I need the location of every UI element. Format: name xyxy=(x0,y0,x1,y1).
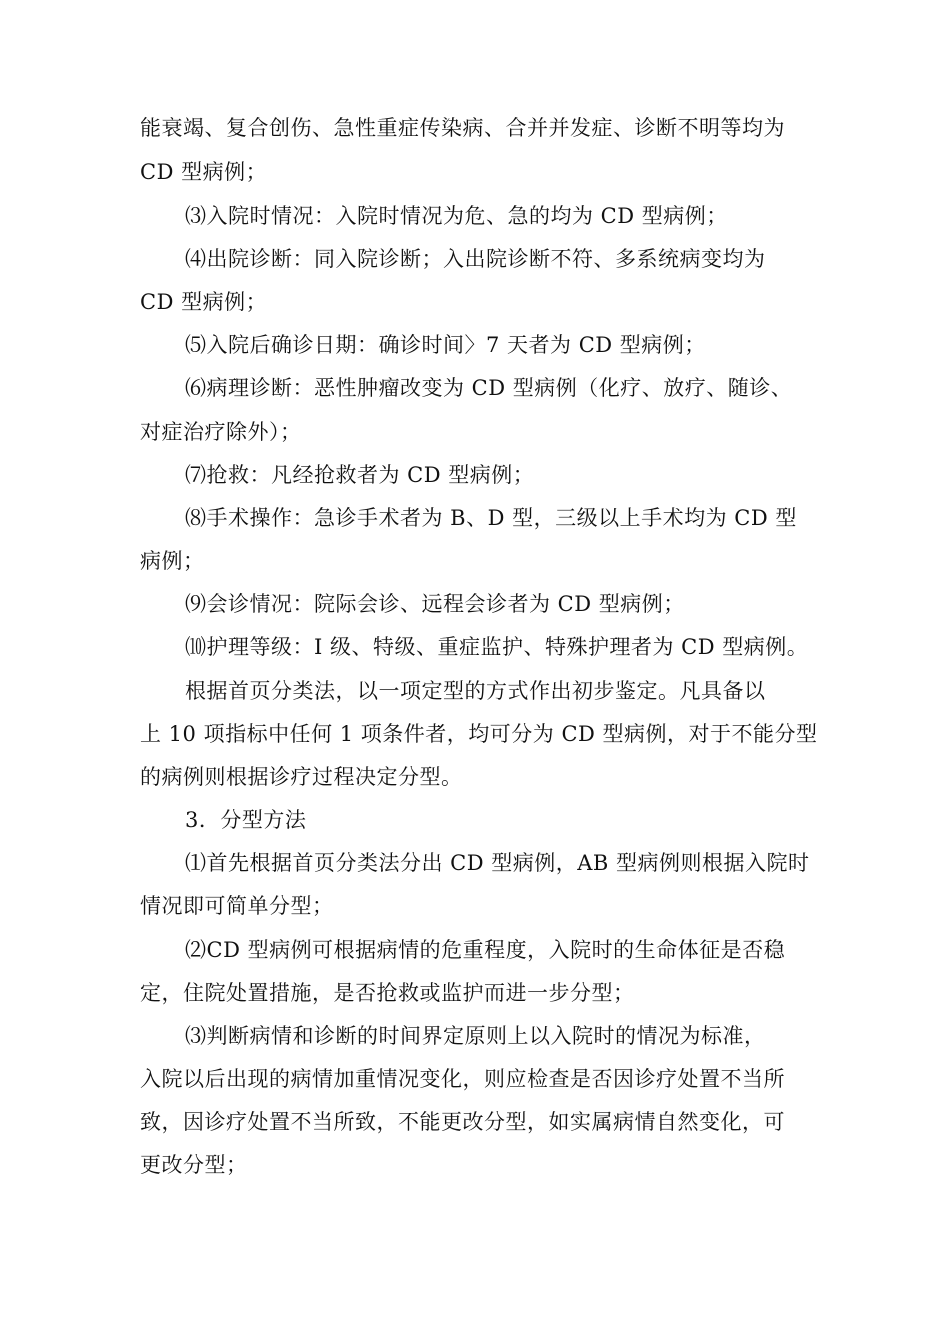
list-item-7: ⑺抢救：凡经抢救者为 CD 型病例； xyxy=(185,463,535,487)
text-line: 情况即可简单分型； xyxy=(140,894,334,918)
text-line: 定，住院处置措施，是否抢救或监护而进一步分型； xyxy=(140,981,635,1005)
text-line: CD 型病例； xyxy=(140,160,268,184)
list-item-9: ⑼会诊情况：院际会诊、远程会诊者为 CD 型病例； xyxy=(185,592,685,616)
text-line: 病例； xyxy=(140,549,205,573)
list-item-3: ⑶入院时情况：入院时情况为危、急的均为 CD 型病例； xyxy=(185,204,728,228)
paragraph-line: 上 10 项指标中任何 1 项条件者，均可分为 CD 型病例，对于不能分型 xyxy=(140,722,818,746)
list-item-1: ⑴首先根据首页分类法分出 CD 型病例，AB 型病例则根据入院时 xyxy=(185,851,810,875)
list-item-4: ⑷出院诊断：同入院诊断；入出院诊断不符、多系统病变均为 xyxy=(185,247,766,271)
paragraph-line: 的病例则根据诊疗过程决定分型。 xyxy=(140,765,463,789)
text-line: 更改分型； xyxy=(140,1153,248,1177)
text-line: 致，因诊疗处置不当所致，不能更改分型，如实属病情自然变化，可 xyxy=(140,1110,785,1134)
list-item-10: ⑽护理等级：I 级、特级、重症监护、特殊护理者为 CD 型病例。 xyxy=(185,635,809,659)
text-line: 对症治疗除外）； xyxy=(140,420,302,444)
text-line: 入院以后出现的病情加重情况变化，则应检查是否因诊疗处置不当所 xyxy=(140,1067,785,1091)
paragraph-line: 根据首页分类法，以一项定型的方式作出初步鉴定。凡具备以 xyxy=(185,679,766,703)
list-item-6: ⑹病理诊断：恶性肿瘤改变为 CD 型病例（化疗、放疗、随诊、 xyxy=(185,376,793,400)
list-item-8: ⑻手术操作：急诊手术者为 B、D 型，三级以上手术均为 CD 型 xyxy=(185,506,797,530)
list-item-3b: ⑶判断病情和诊断的时间界定原则上以入院时的情况为标准， xyxy=(185,1024,766,1048)
section-heading: 3．分型方法 xyxy=(185,808,307,832)
text-line: 能衰竭、复合创伤、急性重症传染病、合并并发症、诊断不明等均为 xyxy=(140,116,785,140)
text-line: CD 型病例； xyxy=(140,290,268,314)
list-item-2: ⑵CD 型病例可根据病情的危重程度，入院时的生命体征是否稳 xyxy=(185,938,786,962)
list-item-5: ⑸入院后确诊日期：确诊时间〉7 天者为 CD 型病例； xyxy=(185,333,706,357)
